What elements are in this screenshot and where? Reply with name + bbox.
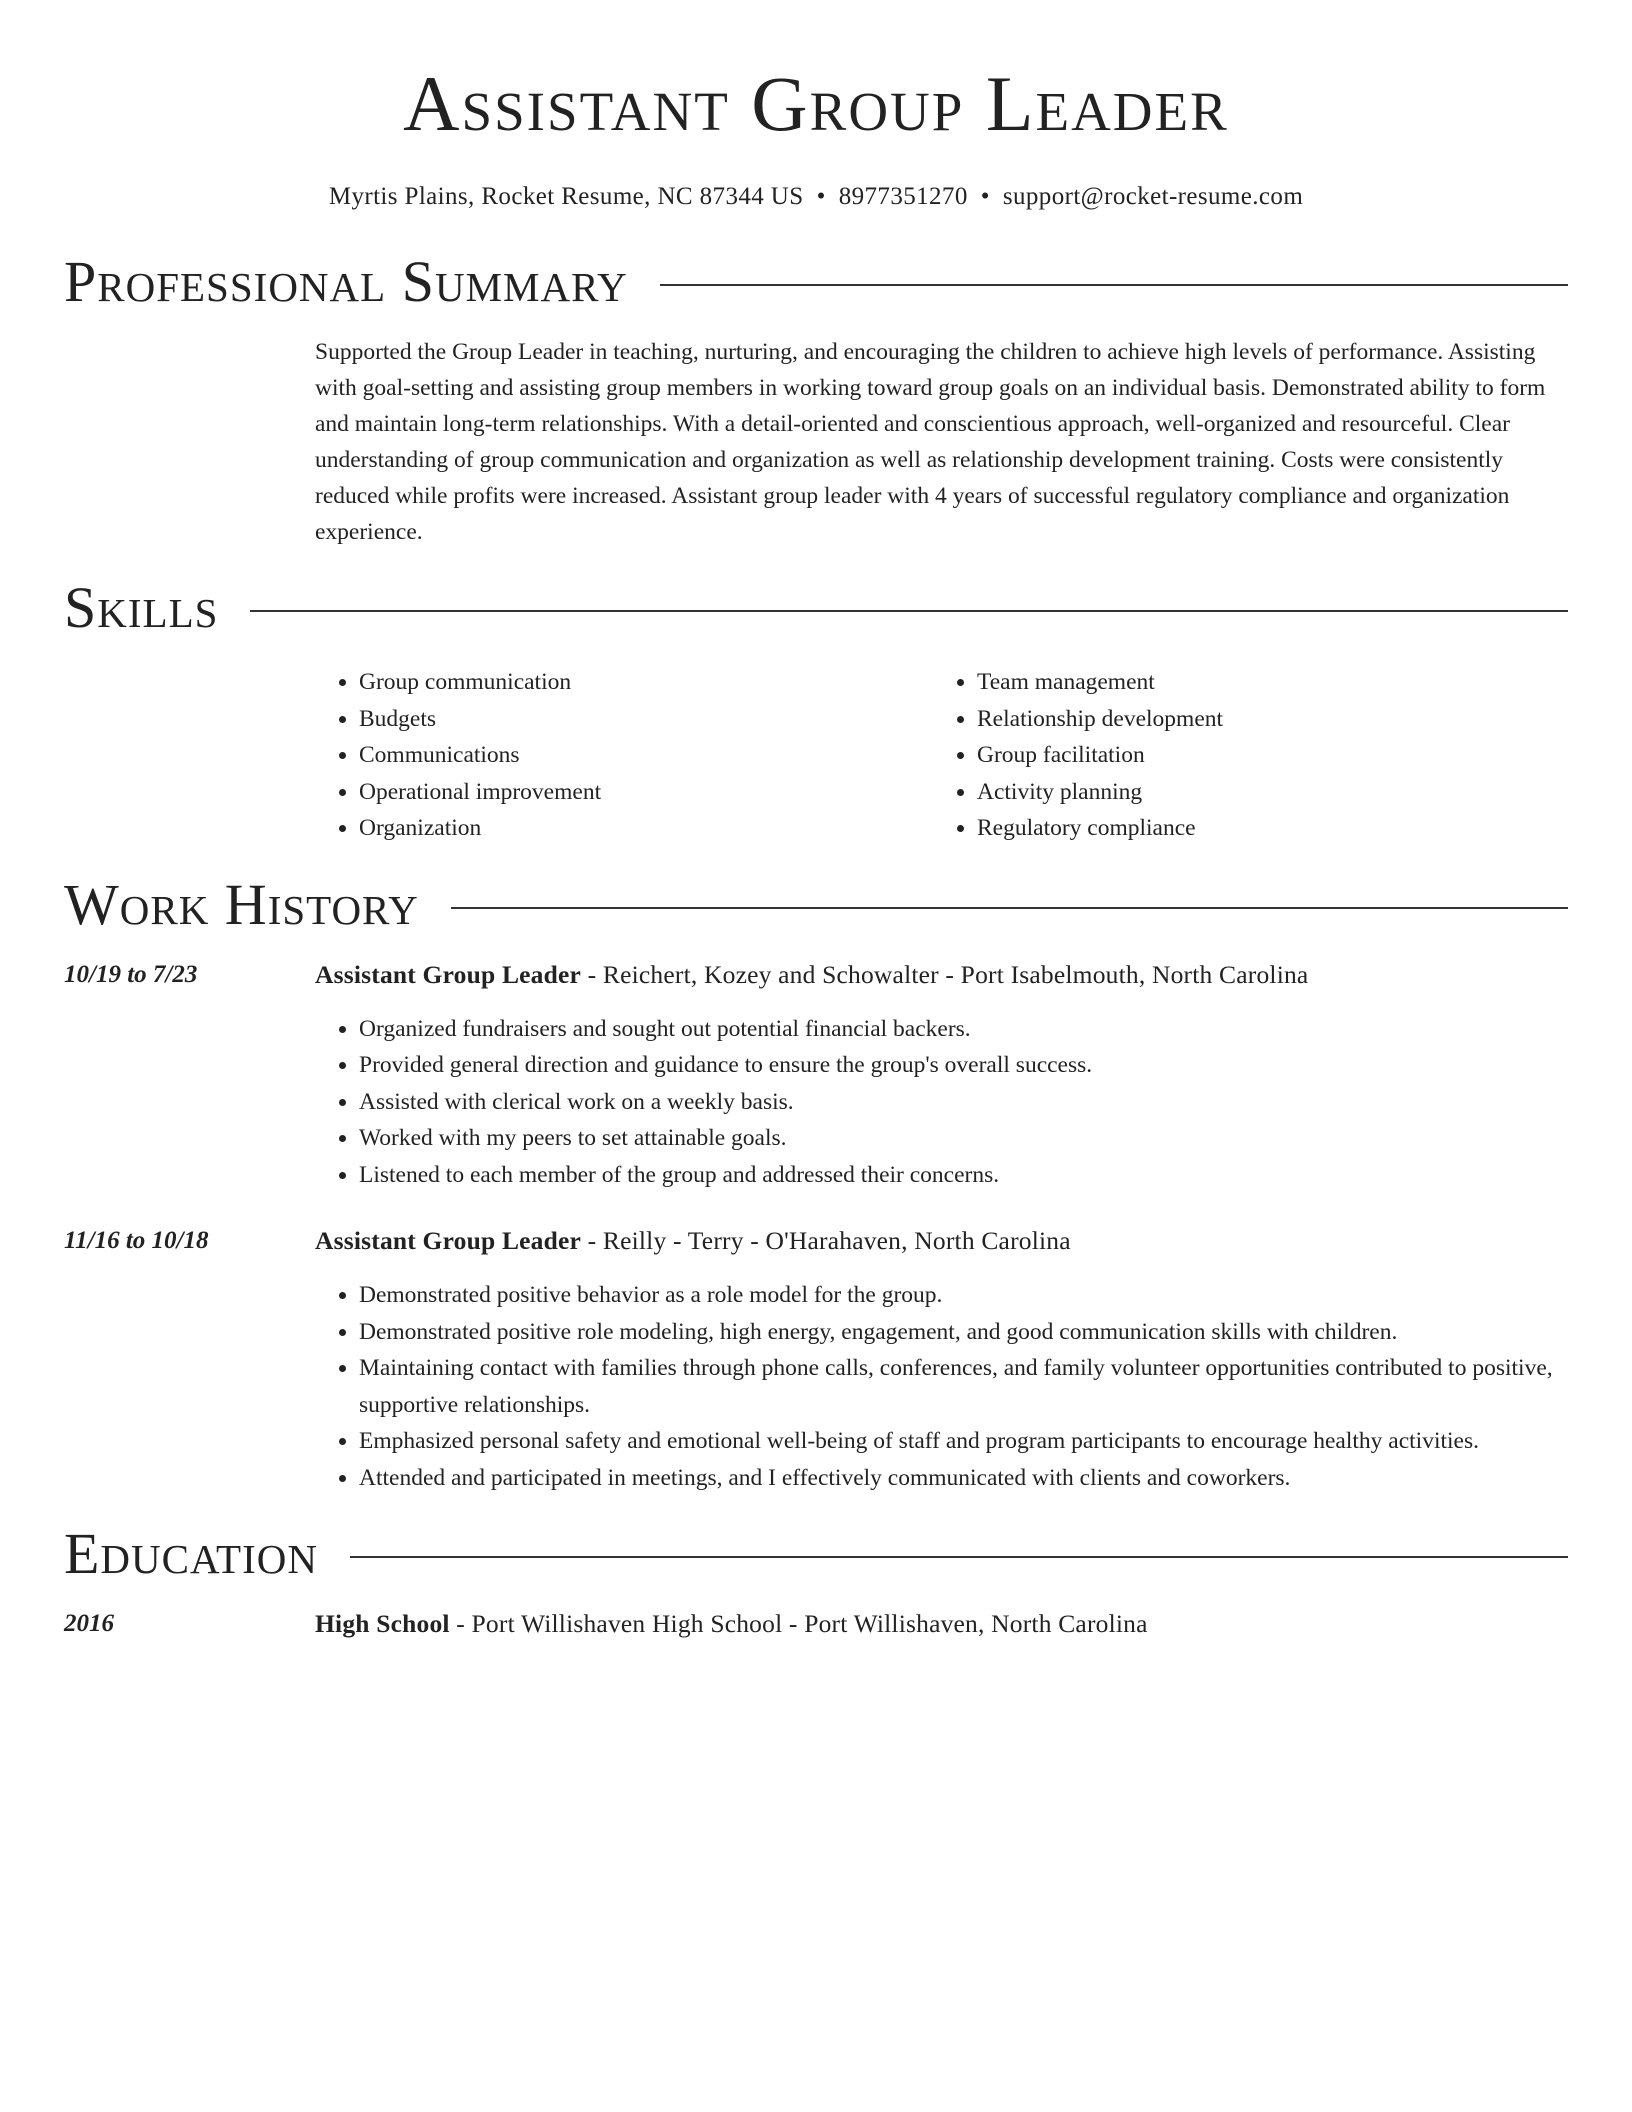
job-employer: - Reichert, Kozey and Schowalter - Port Isabelmouth, North Carolina [581, 959, 1309, 989]
job-duties [315, 1277, 1568, 1496]
skill-item: • Group facilitation [977, 737, 1551, 774]
education-entry-body [315, 1608, 1568, 1640]
skill-item: • Group communication [359, 664, 933, 701]
skill-item: • Operational improvement [359, 774, 933, 811]
duty-item: • Attended and participated in meetings, and I effectively communicated with clients and coworkers. [359, 1460, 1568, 1497]
skills-list [315, 664, 1568, 847]
section-divider [451, 907, 1568, 909]
education-entry-title [315, 1608, 1568, 1640]
section-divider [660, 284, 1568, 286]
summary-heading: Professional Summary [64, 249, 628, 314]
contact-line [64, 182, 1568, 212]
section-divider [250, 610, 1568, 612]
education-year: 2016 [64, 1610, 114, 1637]
skill-item: • Relationship development [977, 701, 1551, 738]
skills-heading: Skills [64, 575, 219, 640]
duty-item: • Emphasized personal safety and emotional well-being of staff and program participants to encourage healthy activities. [359, 1423, 1568, 1460]
duty-item: • Provided general direction and guidance to ensure the group's overall success. [359, 1047, 1568, 1084]
skill-item: • Regulatory compliance [977, 810, 1551, 847]
job-role: Assistant Group Leader [315, 959, 582, 989]
duty-item: • Assisted with clerical work on a weekly basis. [359, 1084, 1568, 1121]
contact-address: Myrtis Plains, Rocket Resume, NC 87344 US [328, 183, 804, 210]
duty-item: • Maintaining contact with families through phone calls, conferences, and family volunteer opportunities contributed to positive, supportive relationships. [359, 1350, 1568, 1423]
skill-item: • Organization [359, 810, 933, 847]
duty-item: • Demonstrated positive role modeling, high energy, engagement, and good communication skills with children. [359, 1314, 1568, 1351]
summary-text: Supported the Group Leader in teaching, nurturing, and encouraging the children to achieve high levels of performance. Assisting with goal-setting and assisting group members in working toward group goals on an individual basis. Demonstrated ability to form and maintain long-term relationships. With a detail-oriented and conscientious approach, well-organized and resourceful. Clear understanding of group communication and organization as well as relationship development training. Costs were consistently reduced while profits were increased. Assistant group leader with 4 years of successful regulatory compliance and organization experience. [315, 339, 1546, 545]
work-entry-title [315, 1225, 1568, 1257]
skills-column-left [315, 664, 933, 847]
contact-separator: • [980, 183, 990, 210]
work-entry [64, 1225, 1568, 1496]
skill-item: • Communications [359, 737, 933, 774]
skill-item: • Team management [977, 664, 1551, 701]
work-entry-body [315, 1225, 1568, 1496]
education-school: - Port Willishaven High School - Port Willishaven, North Carolina [449, 1609, 1148, 1638]
work-dates: 11/16 to 10/18 [64, 1227, 209, 1254]
duty-item: • Worked with my peers to set attainable goals. [359, 1120, 1568, 1157]
duty-item: • Demonstrated positive behavior as a role model for the group. [359, 1277, 1568, 1314]
work-dates: 10/19 to 7/23 [64, 960, 198, 988]
duty-item: • Organized fundraisers and sought out potential financial backers. [359, 1011, 1568, 1048]
skill-item: • Activity planning [977, 774, 1551, 811]
skill-item: • Budgets [359, 701, 933, 738]
work-heading: Work History [64, 871, 419, 937]
skills-column-right [933, 664, 1551, 847]
job-employer: - Reilly - Terry - O'Harahaven, North Carolina [581, 1226, 1071, 1255]
education-entry [64, 1608, 1568, 1640]
contact-phone: 8977351270 [838, 183, 968, 210]
education-degree: High School [315, 1609, 450, 1638]
duty-item: • Listened to each member of the group and addressed their concerns. [359, 1157, 1568, 1194]
section-divider [350, 1556, 1568, 1558]
work-entry-title [315, 959, 1568, 991]
education-section-header [64, 1522, 1568, 1586]
contact-separator: • [816, 183, 826, 210]
job-duties [315, 1011, 1568, 1194]
summary-section-header [64, 250, 1568, 314]
resume-title: Assistant Group Leader [403, 60, 1229, 147]
skills-section-header [64, 576, 1568, 640]
work-entry-body [315, 959, 1568, 1194]
work-section-header [64, 873, 1568, 937]
education-heading: Education [64, 1521, 318, 1586]
contact-email: support@rocket-resume.com [1002, 183, 1304, 210]
job-role: Assistant Group Leader [315, 1226, 582, 1255]
work-entry [64, 959, 1568, 1194]
